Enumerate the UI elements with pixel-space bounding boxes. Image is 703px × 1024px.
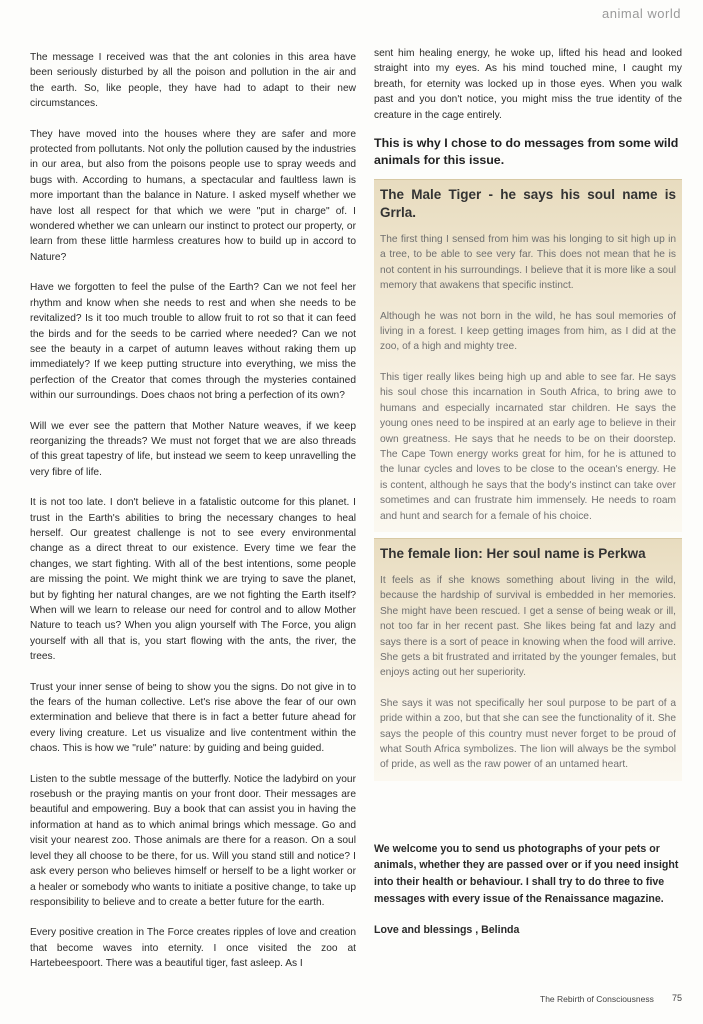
tiger-box-title: The Male Tiger - he says his soul name is Grrla. — [380, 187, 676, 221]
signoff: Love and blessings , Belinda — [374, 924, 520, 937]
right-column — [374, 46, 682, 939]
body-paragraph: Every positive creation in The Force creates ripples of love and creation that become waves into eternity. I once visited the zoo at Hartebeespoort. There was a beautiful tiger, fast asleep. As I — [30, 927, 356, 970]
left-column — [30, 50, 356, 987]
body-paragraph: Will we ever see the pattern that Mother Nature weaves, if we keep reorganizing the threads? We must not forget that we are also threads of this great tapestry of life, but instead we seem to keep unravelling the very fibre of life. — [30, 420, 356, 478]
body-paragraph: Listen to the subtle message of the butterfly. Notice the ladybird on your rosebush or the praying mantis on your front door. Their messages are beautiful and empowering. Buy a book that can assist you in having the information at hand as to which animal brings which message. Go and visit your nearest zoo. Those animals are there for a reason. On a soul level they all choose to be there, for us. Will you stand still and notice? I ask every person who believes himself or herself to be a light worker or a healer or somebody who wants to initiate a positive change, to take up responsibility to believe and to create a better future for the earth. — [30, 773, 356, 908]
lion-paragraph: It feels as if she knows something about living in the wild, because the hardship of survival is embedded in her memories. She might have been rescued. I get a sense of being weak or ill, not too far in her recent past. She likes being fat and lazy and says there is a sort of peace in knowing when the food will arrive. She gets a bit frustrated and irritated by the younger females, but enjoys acting out her superiority. — [380, 574, 676, 679]
lion-box — [374, 538, 682, 781]
tiger-paragraph: Although he was not born in the wild, he has soul memories of living in a forest. I keep getting images from him, as I did at the zoo, of a high and mighty tree. — [380, 310, 676, 353]
page-number: 75 — [672, 993, 683, 1003]
body-paragraph: The message I received was that the ant colonies in this area have been seriously disturbed by all the poison and pollution in the air and the earth. So, like people, they have had to adapt to their new circumstances. — [30, 52, 356, 110]
intro-heading: This is why I chose to do messages from some wild animals for this issue. — [374, 136, 679, 168]
closing-invitation: We welcome you to send us photographs of your pets or animals, whether they are passed over or if you need insight into their health or behaviour. I shall try to do three to five messages with every issue of the Renaissance magazine. — [374, 842, 679, 905]
tiger-paragraph: The first thing I sensed from him was his longing to sit high up in a tree, to be able to see very far. This does not mean that he is not content in his surroundings. I believe that it is more like a soul memory that awakens that specific instinct. — [380, 234, 676, 292]
tiger-box — [374, 179, 682, 532]
body-paragraph: Trust your inner sense of being to show you the signs. Do not give in to the fears of the human collective. Let's rise above the fear of our own extermination and believe that there is in fact a better future ahead for every living creature. Let us visualize and live contentment within the chaos. This is how we "rule" nature: by guiding and being guided. — [30, 681, 356, 755]
continuation-paragraph: sent him healing energy, he woke up, lifted his head and looked straight into my eyes. As his mind touched mine, I caught my breath, for eternity was locked up in those eyes. When you walk past and you don't notice, you might miss the true identity of the creature in the cage entirely. — [374, 48, 682, 121]
body-paragraph: It is not too late. I don't believe in a fatalistic outcome for this planet. I trust in the Earth's abilities to bring the necessary changes to heal herself. Our greatest challenge is not to see every environmental change as a direct threat to our existence. Every time we fear the changes, we start fighting. With all of the best intentions, some people are missing the point. We might think we are trying to save the planet, but by fighting her natural changes, are we not fighting the Earth itself? When will we learn to release our need for control and to allow Mother Nature to teach us? When you align yourself with The Force, you align yourself with all that is, you start flowing with the ants, the river, the trees. — [30, 497, 356, 663]
footer-publication: The Rebirth of Consciousness — [540, 994, 654, 1004]
tiger-paragraph: This tiger really likes being high up and able to see far. He says his soul chose this incarnation in South Africa, to bring awe to humans and especially incarnated star children. He says the young ones need to be inspired at an early age to believe in their own greatness. He says that he needs to be on their doorstep. The Cape Town energy works great for him, for he is attuned to the lunar cycles and loves to be close to the ocean's energy. He is content, although he says that the body's instinct can take over sometimes and can frustrate him immensely. He needs to roam and hunt and search for a female of his choice. — [380, 371, 676, 522]
lion-paragraph: She says it was not specifically her soul purpose to be part of a pride within a zoo, but that she can see the functionality of it. She says the people of this country must never forget to be proud of what South Africa symbolizes. The lion will always be the symbol of pride, as well as the raw power of an untamed heart. — [380, 697, 676, 771]
body-paragraph: Have we forgotten to feel the pulse of the Earth? Can we not feel her rhythm and know when she needs to rest and when she needs to be revitalized? Is it too much trouble to allow fruit to rot so that it can feed the birds and for the seeds to be carried where needed? Can we not see the beauty in a carpet of autumn leaves without raking them up immediately? If we keep putting structure into everything, we miss the perfection of the Creator that comes through the mysteries contained within our surroundings. Does chaos not bring a perfection of its own? — [30, 282, 356, 402]
lion-box-title: The female lion: Her soul name is Perkwa — [380, 545, 646, 561]
body-paragraph: They have moved into the houses where they are safer and more protected from pollutants. Not only the pollution caused by the industries in our area, but also from the poisons people use to spray weeds and bugs with. According to humans, a spectacular and faultless lawn is more important than the balance in Nature. I asked myself whether we have lost all respect for that which we were "put in charge" of. I wondered whether we can unlearn our instinct to protect our property, or learn from these little harmless creatures how to build up in accord to Nature? — [30, 128, 356, 263]
section-label: animal world — [602, 6, 681, 21]
